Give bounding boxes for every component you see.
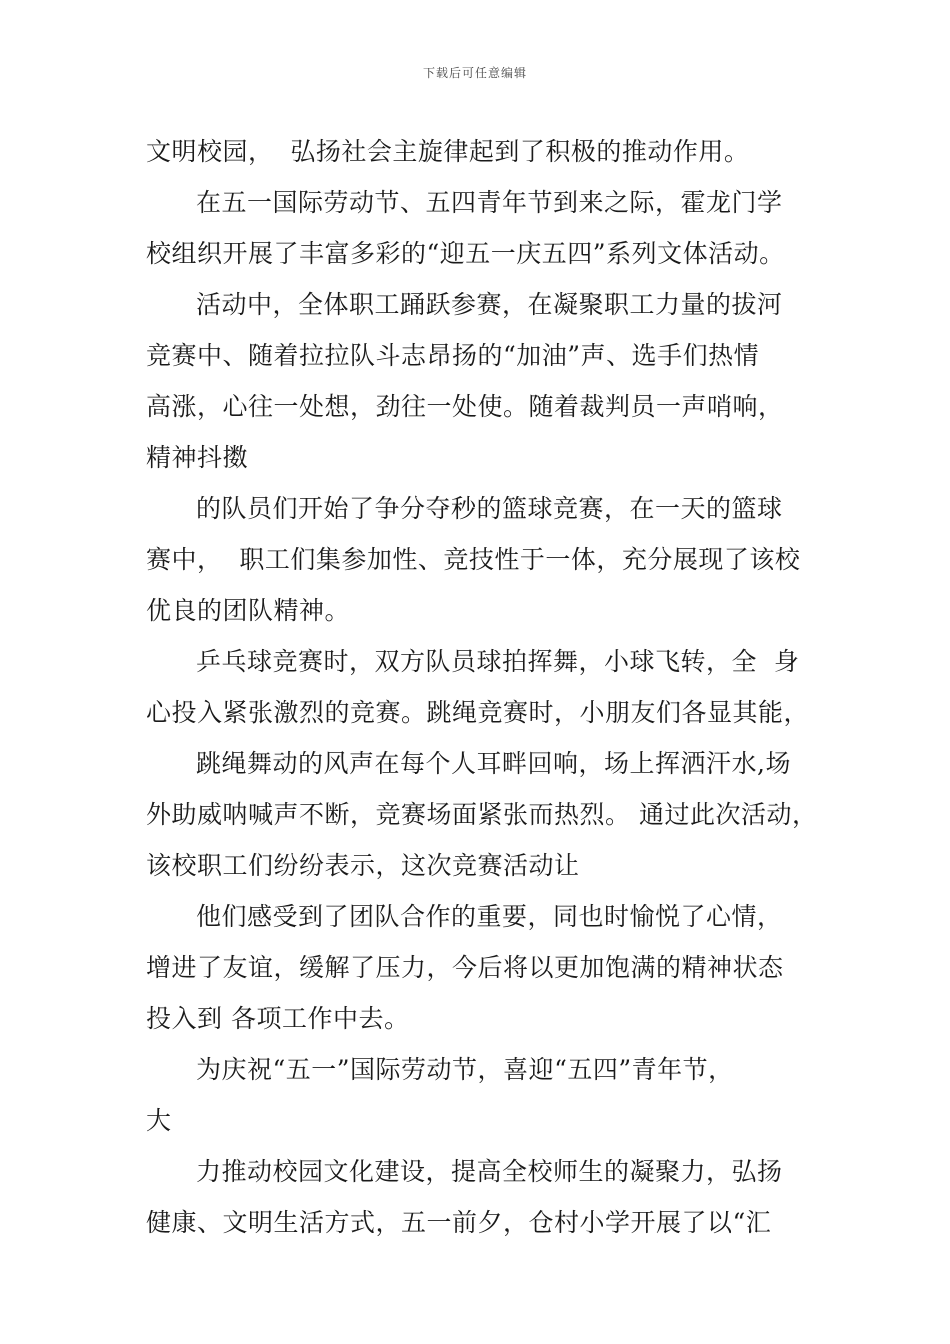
text-line: 文明校园， 弘扬社会主旋律起到了积极的推动作用。 (146, 137, 750, 166)
text-line: 增进了友谊，缓解了压力，今后将以更加饱满的精神状态 (146, 953, 784, 982)
page-header: 下载后可任意编辑 (422, 66, 527, 80)
text-line: 力推动校园文化建设，提高全校师生的凝聚力，弘扬 (196, 1157, 783, 1186)
text-line: 赛中， 职工们集参加性、竞技性于一体，充分展现了该校 (146, 545, 801, 574)
text-line: 健康、文明生活方式，五一前夕，仓村小学开展了以“汇 (146, 1208, 772, 1237)
document-body (146, 126, 818, 1248)
text-line: 跳绳舞动的风声在每个人耳畔回响，场上挥洒汗水,场 (196, 749, 791, 778)
text-line: 在五一国际劳动节、五四青年节到来之际，霍龙门学 (196, 188, 783, 217)
text-line: 乒乓球竞赛时，双方队员球拍挥舞，小球飞转，全 身 (196, 647, 800, 676)
text-line: 高涨，心往一处想，劲往一处使。随着裁判员一声哨响， (146, 392, 784, 421)
text-line: 活动中，全体职工踊跃参赛，在凝聚职工力量的拔河 (196, 290, 783, 319)
text-line: 外助威呐喊声不断，竞赛场面紧张而热烈。 通过此次活动， (146, 800, 818, 829)
text-line: 他们感受到了团队合作的重要，同也时愉悦了心情， (196, 902, 783, 931)
text-line: 心投入紧张激烈的竞赛。跳绳竞赛时，小朋友们各显其能， (146, 698, 810, 727)
text-line: 为庆祝“五一”国际劳动节，喜迎“五四”青年节， (196, 1055, 734, 1084)
text-line: 的队员们开始了争分夺秒的篮球竞赛，在一天的篮球 (196, 494, 783, 523)
text-line: 竞赛中、随着拉拉队斗志昂扬的“加油”声、选手们热情 (146, 341, 760, 370)
text-line: 大 (146, 1106, 172, 1135)
text-line: 精神抖擞 (146, 443, 249, 472)
text-line: 该校职工们纷纷表示，这次竞赛活动让 (146, 851, 580, 880)
text-line: 优良的团队精神。 (146, 596, 351, 625)
text-line: 校组织开展了丰富多彩的“迎五一庆五四”系列文体活动。 (146, 239, 785, 268)
text-line: 投入到 各项工作中去。 (146, 1004, 410, 1033)
